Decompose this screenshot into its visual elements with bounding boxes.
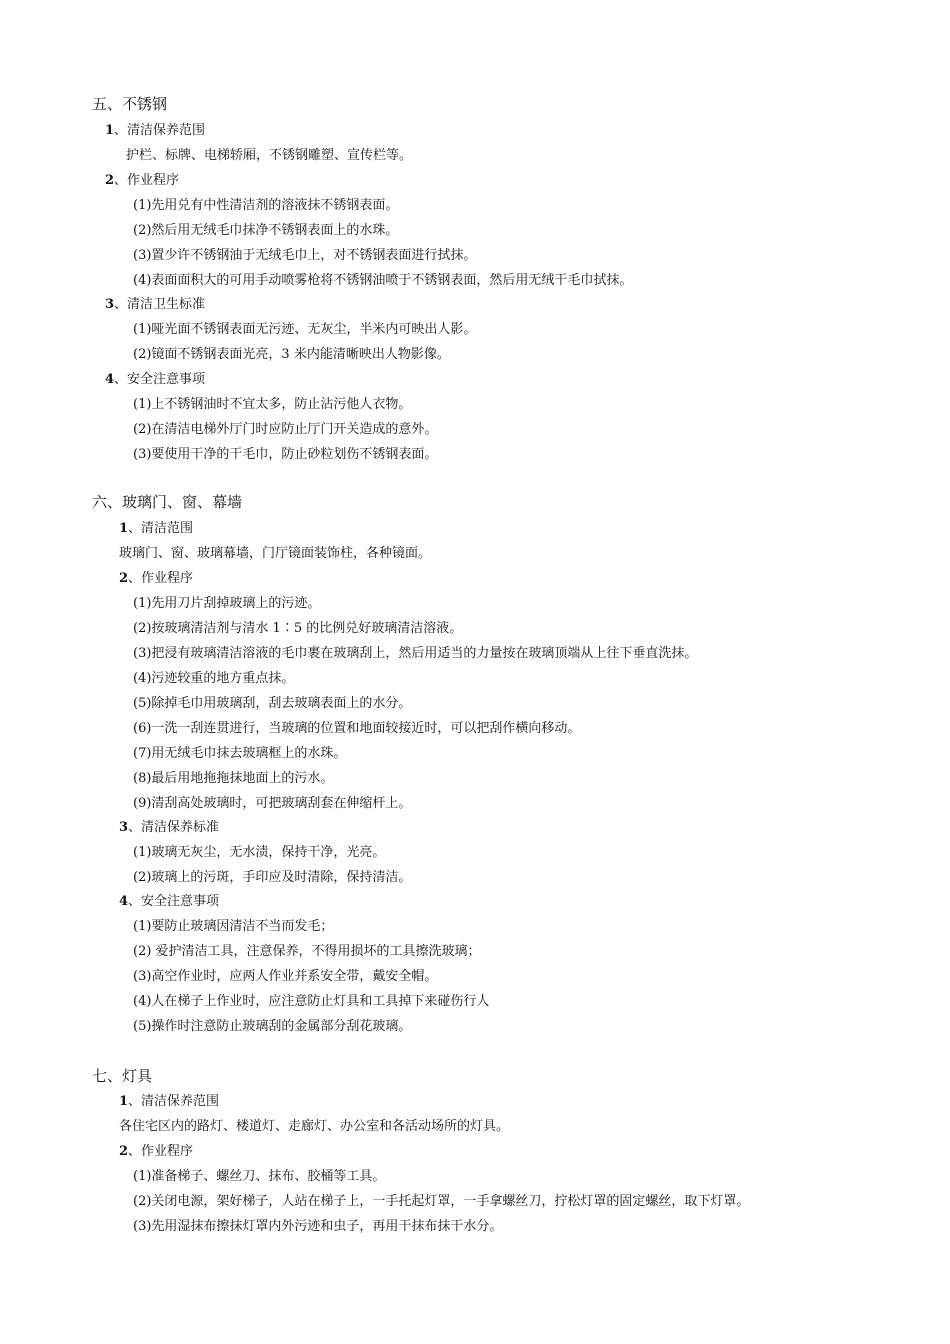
subsection-label: 、安全注意事项 bbox=[114, 372, 206, 387]
list-item: (1)哑光面不锈钢表面无污迹、无灰尘，半米内可映出人影。 bbox=[133, 322, 477, 337]
list-item: (3)置少许不锈钢油于无绒毛巾上，对不锈钢表面进行拭抹。 bbox=[133, 248, 477, 263]
subsection-number: 3 bbox=[105, 297, 115, 312]
body-text: 各住宅区内的路灯、楼道灯、走廊灯、办公室和各活动场所的灯具。 bbox=[119, 1119, 510, 1134]
subsection-number: 2 bbox=[105, 173, 115, 188]
subsection-number: 2 bbox=[119, 571, 129, 586]
section-title: 五、不锈钢 bbox=[92, 95, 168, 113]
list-item: (2)然后用无绒毛巾抹净不锈钢表面上的水珠。 bbox=[133, 223, 399, 238]
subsection-number: 4 bbox=[119, 894, 129, 909]
body-text: 玻璃门、窗、玻璃幕墙，门厅镜面装饰柱，各种镜面。 bbox=[119, 546, 432, 561]
subsection-number: 2 bbox=[119, 1144, 129, 1159]
subsection-number: 4 bbox=[105, 372, 115, 387]
list-item: (4)污迹较重的地方重点抹。 bbox=[133, 671, 295, 686]
subsection-heading bbox=[119, 570, 193, 588]
list-item: (1)要防止玻璃因清洁不当而发毛； bbox=[133, 919, 334, 934]
subsection-heading bbox=[105, 296, 205, 314]
subsection-label: 、清洁保养范围 bbox=[128, 1094, 220, 1109]
subsection-heading bbox=[119, 1093, 219, 1111]
list-item: (9)清刮高处玻璃时，可把玻璃刮套在伸缩杆上。 bbox=[133, 796, 412, 811]
subsection-heading bbox=[105, 172, 179, 190]
subsection-number: 3 bbox=[119, 820, 129, 835]
list-item: (2) 爱护清洁工具，注意保养，不得用损坏的工具擦洗玻璃； bbox=[133, 944, 481, 959]
subsection-heading bbox=[105, 122, 205, 140]
list-item: (4)人在梯子上作业时，应注意防止灯具和工具掉下来碰伤行人 bbox=[133, 994, 490, 1009]
list-item: (1)上不锈钢油时不宜太多，防止沾污他人衣物。 bbox=[133, 397, 412, 412]
subsection-heading bbox=[105, 371, 205, 389]
subsection-heading bbox=[119, 1143, 193, 1161]
list-item: (1)先用刀片刮掉玻璃上的污迹。 bbox=[133, 596, 321, 611]
body-text: 护栏、标牌、电梯轿厢，不锈钢雕塑、宣传栏等。 bbox=[126, 148, 413, 163]
list-item: (2)按玻璃清洁剂与清水 1∶5 的比例兑好玻璃清洁溶液。 bbox=[133, 621, 463, 636]
list-item: (3)要使用干净的干毛巾，防止砂粒划伤不锈钢表面。 bbox=[133, 447, 438, 462]
subsection-number: 1 bbox=[119, 1094, 129, 1109]
list-item: (3)把浸有玻璃清洁溶液的毛巾裹在玻璃刮上，然后用适当的力量按在玻璃顶端从上往下垂直洗抹。 bbox=[133, 646, 698, 661]
list-item: (7)用无绒毛巾抹去玻璃框上的水珠。 bbox=[133, 746, 347, 761]
subsection-number: 1 bbox=[105, 123, 115, 138]
subsection-heading bbox=[119, 893, 219, 911]
list-item: (5)操作时注意防止玻璃刮的金属部分刮花玻璃。 bbox=[133, 1019, 412, 1034]
subsection-label: 、安全注意事项 bbox=[128, 894, 220, 909]
subsection-number: 1 bbox=[119, 521, 129, 536]
list-item: (2)在清洁电梯外厅门时应防止厅门开关造成的意外。 bbox=[133, 422, 438, 437]
subsection-label: 、作业程序 bbox=[128, 1144, 194, 1159]
list-item: (3)高空作业时，应两人作业并系安全带，戴安全帽。 bbox=[133, 969, 438, 984]
list-item: (6)一洗一刮连贯进行，当玻璃的位置和地面较接近时，可以把刮作横向移动。 bbox=[133, 721, 581, 736]
subsection-label: 、清洁范围 bbox=[128, 521, 194, 536]
list-item: (1)先用兑有中性清洁剂的溶液抹不锈钢表面。 bbox=[133, 198, 399, 213]
subsection-heading bbox=[119, 520, 193, 538]
list-item: (3)先用湿抹布擦抹灯罩内外污迹和虫子，再用干抹布抹干水分。 bbox=[133, 1219, 503, 1234]
list-item: (1)准备梯子、螺丝刀、抹布、胶桶等工具。 bbox=[133, 1169, 386, 1184]
subsection-label: 、作业程序 bbox=[128, 571, 194, 586]
subsection-label: 、清洁保养范围 bbox=[114, 123, 206, 138]
section-title: 六、玻璃门、窗、幕墙 bbox=[92, 493, 243, 511]
subsection-label: 、清洁保养标准 bbox=[128, 820, 220, 835]
list-item: (2)镜面不锈钢表面光亮，3 米内能清晰映出人物影像。 bbox=[133, 347, 450, 362]
subsection-heading bbox=[119, 819, 219, 837]
list-item: (8)最后用地拖拖抹地面上的污水。 bbox=[133, 771, 334, 786]
list-item: (4)表面面积大的可用手动喷雾枪将不锈钢油喷于不锈钢表面，然后用无绒干毛巾拭抹。 bbox=[133, 273, 633, 288]
list-item: (2)关闭电源，架好梯子，人站在梯子上，一手托起灯罩，一手拿螺丝刀，拧松灯罩的固定螺丝，取下灯罩。 bbox=[133, 1194, 750, 1209]
section-title: 七、灯具 bbox=[92, 1067, 153, 1085]
list-item: (5)除掉毛巾用玻璃刮，刮去玻璃表面上的水分。 bbox=[133, 696, 412, 711]
list-item: (1)玻璃无灰尘，无水渍，保持干净，光亮。 bbox=[133, 845, 386, 860]
subsection-label: 、作业程序 bbox=[114, 173, 180, 188]
subsection-label: 、清洁卫生标准 bbox=[114, 297, 206, 312]
list-item: (2)玻璃上的污斑，手印应及时清除，保持清洁。 bbox=[133, 870, 412, 885]
